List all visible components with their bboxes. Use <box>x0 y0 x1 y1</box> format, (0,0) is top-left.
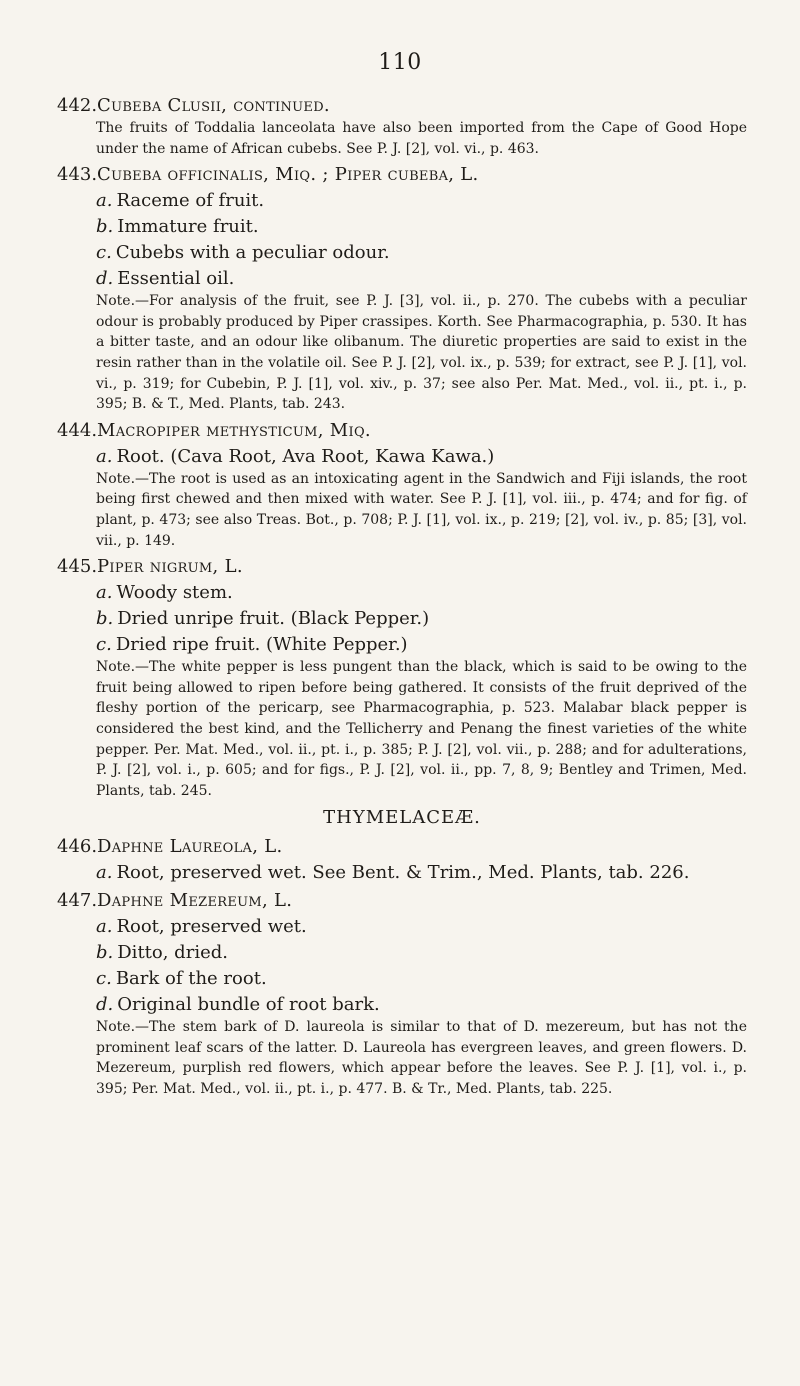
entry-number: 447. <box>57 890 98 912</box>
item-text: Original bundle of root bark. <box>117 994 380 1016</box>
item-letter: b. <box>96 942 114 964</box>
entry-title: Daphne Laureola, L. <box>97 836 283 858</box>
specimen-item <box>96 445 747 469</box>
specimen-item <box>96 993 747 1017</box>
item-text: Essential oil. <box>117 268 235 290</box>
section-title: THYMELACEÆ. <box>323 807 481 829</box>
entry-title: Piper nigrum, L. <box>97 556 243 578</box>
entry-title: Cubeba Clusii, continued. <box>97 95 330 116</box>
entry-446-heading <box>57 835 747 859</box>
specimen-item <box>96 607 747 631</box>
specimen-item <box>96 861 747 885</box>
entry-444-note: Note.—The root is used as an intoxicating agent in the Sandwich and Fiji islands, the root being first chewed and then mixed with water. See P. J. [1], vol. iii., p. 474; and for fig. of plant, p. 473; see also Treas. Bot., p. 708; P. J. [1], vol. ix., p. 219; [2], vol. iv., p. 85; [3], vol. vii., p. 149. <box>96 470 747 549</box>
entry-number: 443. <box>57 164 98 186</box>
item-letter: c. <box>96 634 112 656</box>
specimen-item <box>96 915 747 939</box>
specimen-item <box>96 633 747 657</box>
entry-445-heading <box>57 555 747 579</box>
item-text: Dried ripe fruit. (White Pepper.) <box>115 634 408 656</box>
specimen-item <box>96 941 747 965</box>
specimen-item <box>96 189 747 213</box>
entry-number: 442. <box>57 95 98 116</box>
item-text: Ditto, dried. <box>117 942 228 964</box>
item-letter: a. <box>96 582 113 604</box>
item-text: Dried unripe fruit. (Black Pepper.) <box>117 608 430 630</box>
specimen-item <box>96 267 747 291</box>
item-text: Root, preserved wet. See Bent. & Trim., Med. Plants, tab. 226. <box>116 862 690 884</box>
entry-number: 444. <box>57 419 98 441</box>
item-letter: d. <box>96 268 114 290</box>
item-text: Root, preserved wet. <box>116 916 307 938</box>
item-text: Cubebs with a peculiar odour. <box>115 242 390 264</box>
entry-number: 446. <box>57 836 98 858</box>
item-letter: d. <box>96 994 114 1016</box>
item-letter: b. <box>96 216 114 238</box>
item-text: Woody stem. <box>116 582 233 604</box>
item-text: Raceme of fruit. <box>116 190 265 212</box>
entry-442-heading <box>57 94 747 118</box>
entry-number: 445. <box>57 556 98 578</box>
entry-443-heading <box>57 163 747 187</box>
entry-442-note: The fruits of Toddalia lanceolata have also been imported from the Cape of Good Hope under the name of African cubebs. See P. J. [2], vol. vi., p. 463. <box>96 120 747 157</box>
item-letter: c. <box>96 242 112 264</box>
specimen-item <box>96 967 747 991</box>
item-text: Bark of the root. <box>115 968 267 990</box>
item-letter: c. <box>96 968 112 990</box>
entry-443-note: Note.—For analysis of the fruit, see P. J. [3], vol. ii., p. 270. The cubebs with a peculiar odour is probably produced by Piper crassipes. Korth. See Pharmacographia, p. 530. It has a bitter taste, and an odour like olibanum. The diuretic properties are said to exist in the resin rather than in the volatile oil. See P. J. [2], vol. ix., p. 539; for extract, see P. J. [1], vol. vi., p. 319; for Cubebin, P. J. [1], vol. xiv., p. 37; see also Per. Mat. Med., vol. ii., pt. i., p. 395; B. & T., Med. Plants, tab. 243. <box>96 293 747 413</box>
item-letter: b. <box>96 608 114 630</box>
specimen-item <box>96 241 747 265</box>
item-text: Immature fruit. <box>117 216 259 238</box>
entry-445-note: Note.—The white pepper is less pungent than the black, which is said to be owing to the fruit being allowed to ripen before being gathered. It consists of the fruit deprived of the fleshy portion of the pericarp, see Pharmacographia, p. 523. Malabar black pepper is considered the best kind, and the Tellicherry and Penang the finest varieties of the white pepper. Per. Mat. Med., vol. ii., pt. i., p. 385; P. J. [2], vol. vii., p. 288; and for adulterations, P. J. [2], vol. i., p. 605; and for figs., P. J. [2], vol. ii., pp. 7, 8, 9; Bentley and Trimen, Med. Plants, tab. 245. <box>96 659 747 799</box>
entry-444-heading <box>57 419 747 443</box>
item-letter: a. <box>96 916 113 938</box>
item-letter: a. <box>96 190 113 212</box>
catalogue-page <box>57 90 747 1100</box>
specimen-item <box>96 581 747 605</box>
entry-title: Daphne Mezereum, L. <box>97 890 293 912</box>
entry-447-note: Note.—The stem bark of D. laureola is similar to that of D. mezereum, but has not the prominent leaf scars of the latter. D. Laureola has evergreen leaves, and green flowers. D. Mezereum, purplish red flowers, which appear before the leaves. See P. J. [1], vol. i., p. 395; Per. Mat. Med., vol. ii., pt. i., p. 477. B. & Tr., Med. Plants, tab. 225. <box>96 1019 747 1098</box>
item-letter: a. <box>96 445 113 467</box>
item-letter: a. <box>96 862 113 884</box>
item-text: Root. (Cava Root, Ava Root, Kawa Kawa.) <box>116 445 495 467</box>
specimen-item <box>96 215 747 239</box>
page-number: 110 <box>378 50 422 75</box>
entry-447-heading <box>57 889 747 913</box>
entry-title: Macropiper methysticum, Miq. <box>97 419 371 441</box>
entry-title: Cubeba officinalis, Miq. ; Piper cubeba, L. <box>97 164 479 186</box>
